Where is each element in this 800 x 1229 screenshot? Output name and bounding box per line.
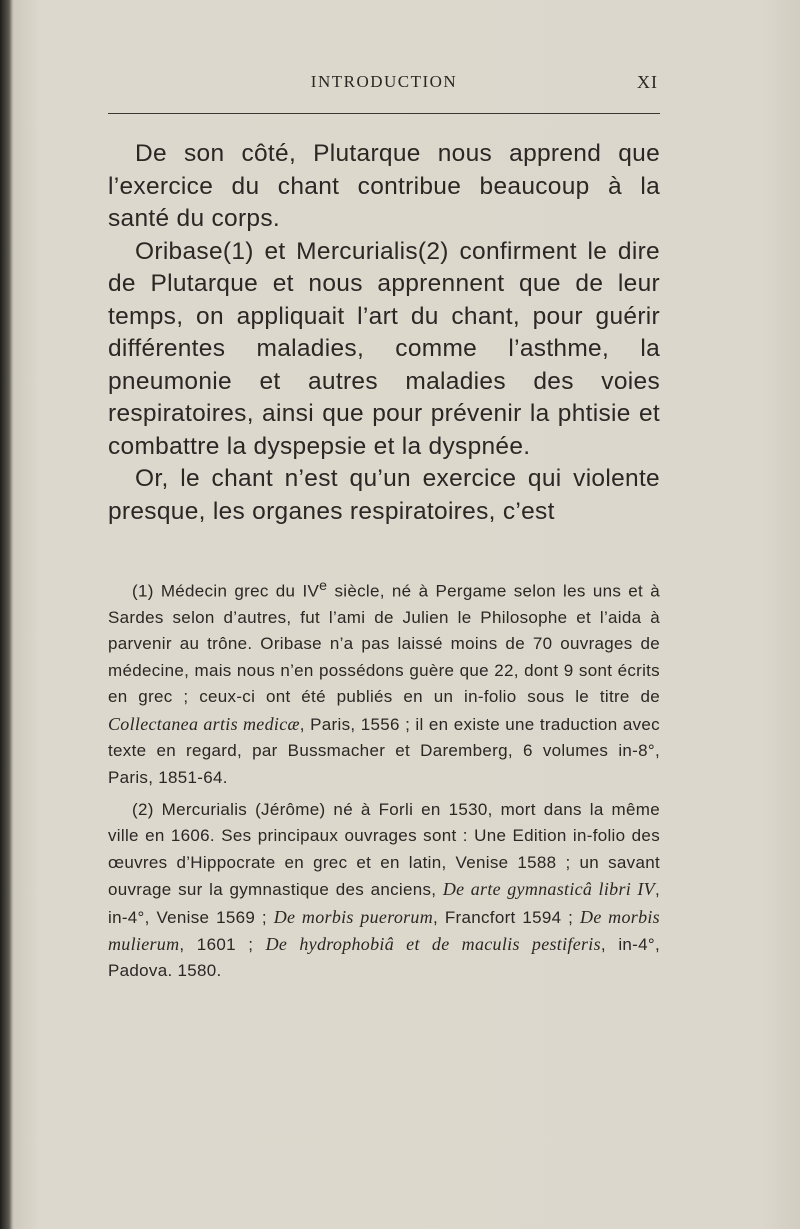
footnote-text: siècle, né à Pergame selon les uns et à Sardes selon d’autres, fut l’ami de Julien le Philosophe et l’aida à parvenir au trône. Oribase n’a pas laissé moins de 70 ouvrages de médecine, mais nous n’en possédons guère que 22, dont 9 sont écrits en grec ; ceux-ci ont été publiés en un in-folio sous le titre de [108,581,660,707]
paragraph: De son côté, Plutarque nous apprend que l’exercice du chant contribue beaucoup à la santé du corps. [108,140,660,232]
footnotes [108,573,660,991]
paragraph: Oribase(1) et Mercurialis(2) confirment le dire de Plutarque et nous apprennent que de leur temps, on appliquait l’art du chant, pour guérir différentes maladies, comme l’asthme, la pneumonie et autres maladies des voies respiratoires, ainsi que pour prévenir la phtisie et combattre la dyspepsie et la dyspnée. [108,237,660,460]
footnote-text: , 1601 ; [179,934,266,954]
footnote-text: , in-4°, Padova. 1580. [108,934,660,981]
header-rule [108,113,660,114]
footnote-superscript: e [319,578,328,594]
footnote-2 [108,797,660,985]
running-title: INTRODUCTION [310,72,458,91]
footnote-text: (2) Mercurialis (Jérôme) né à Forli en 1530, mort dans la même ville en 1606. Ses principaux ouvrages sont : Une Edition in-folio des œuvres d’Hippocrate en grec et en latin, Venise 1588 ; un savant ouvrage sur la gymnastique des anciens, [108,799,660,900]
footnote-title: Collectanea artis medicæ [108,713,300,734]
footnote-title: De morbis mulierum [108,906,660,954]
paragraph: Or, le chant n’est qu’un exercice qui violente presque, les organes respiratoires, c’est [108,465,660,525]
page-header [108,72,660,96]
main-text [108,138,660,528]
footnote-1 [108,573,660,791]
footnote-title: De morbis puerorum [273,906,434,927]
footnote-text: , Paris, 1556 ; il en existe une traduction avec texte en regard, par Bussmacher et Daremberg, 6 volumes in-8°, Paris, 1851-64. [108,714,660,787]
footnote-text: (1) Médecin grec du IV [132,581,320,601]
footnote-text: , in-4°, Venise 1569 ; [108,880,660,927]
footnote-title: De hydrophobiâ et de maculis pestiferis [265,933,601,954]
footnote-text: , Francfort 1594 ; [433,907,581,927]
footnote-title: De arte gymnasticâ libri IV [442,879,655,900]
page-number: XI [637,72,658,92]
